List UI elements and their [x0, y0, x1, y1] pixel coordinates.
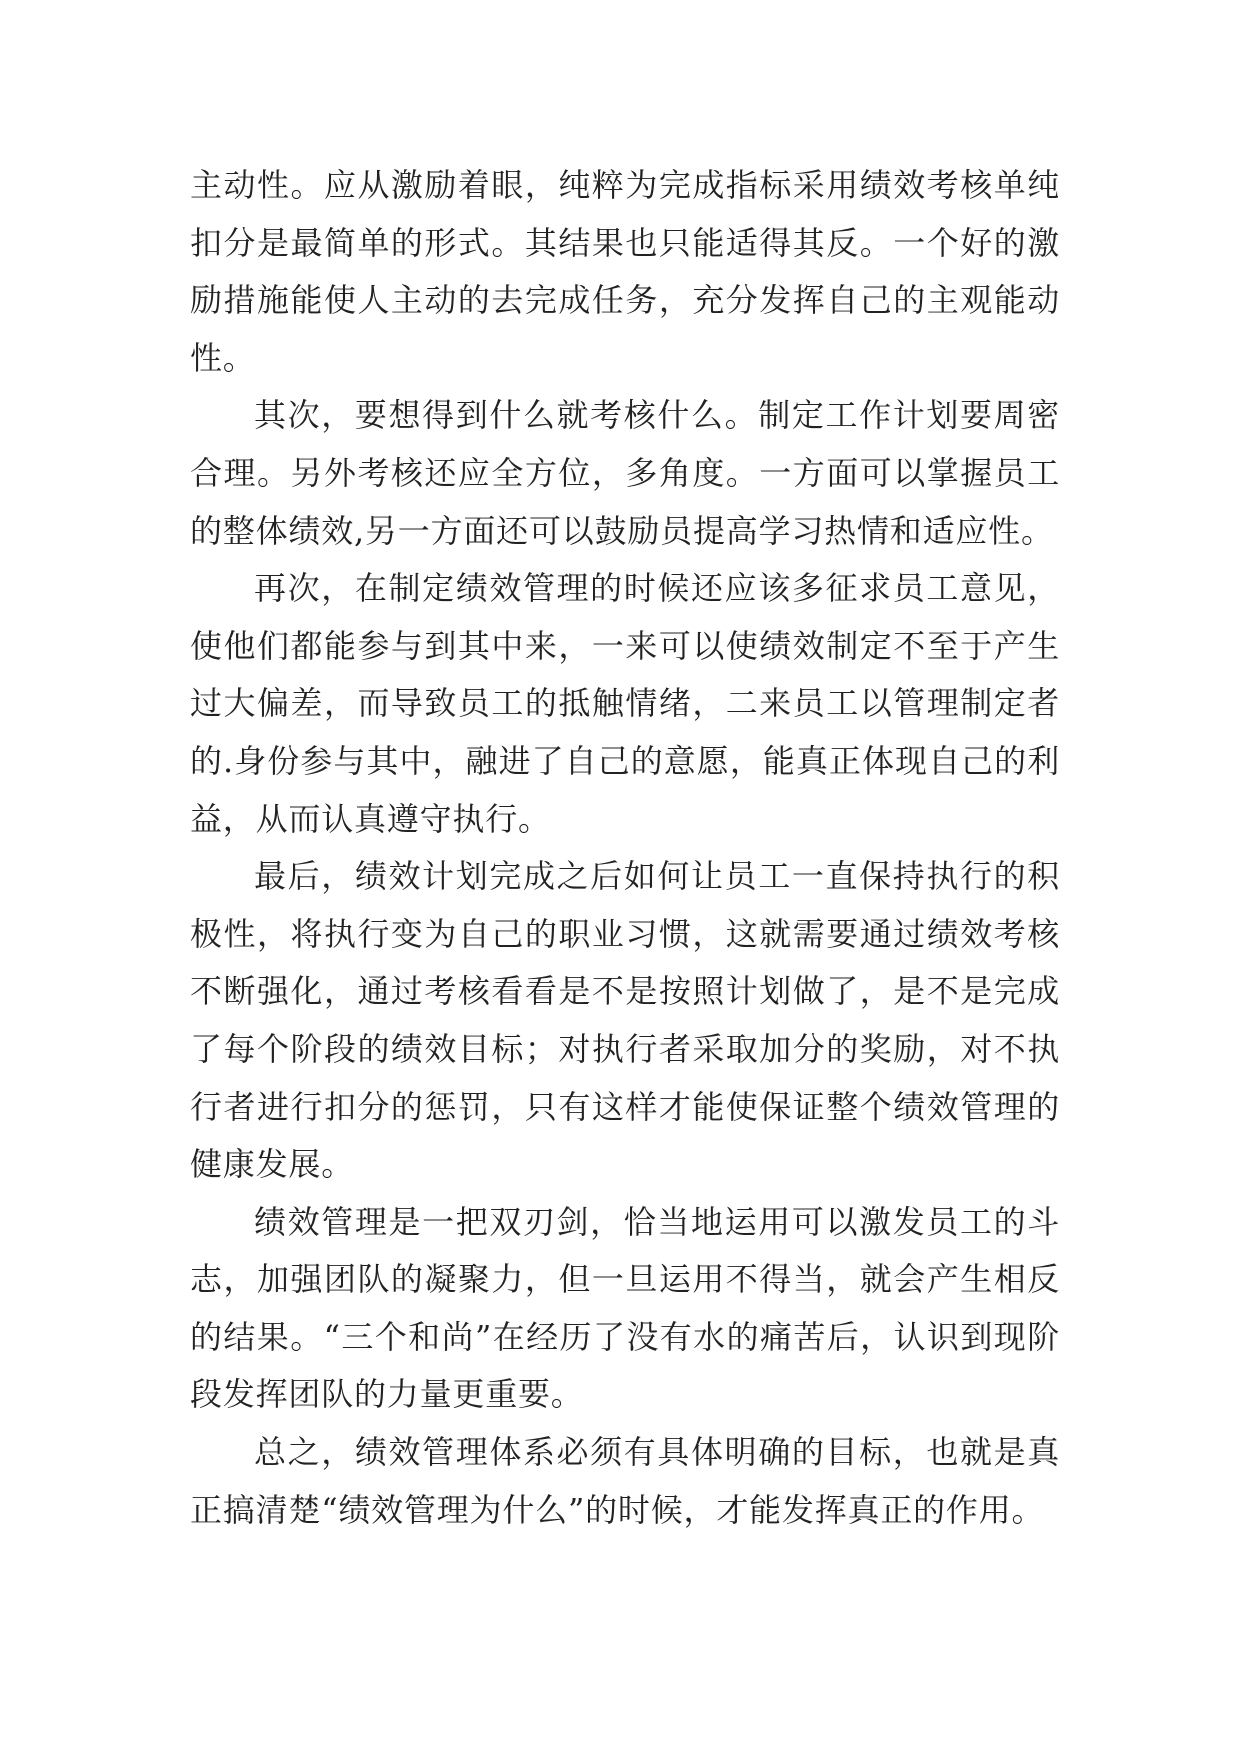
paragraph-2: 其次，要想得到什么就考核什么。制定工作计划要周密合理。另外考核还应全方位，多角度。一方面可以掌握员工的整体绩效,另一方面还可以鼓励员提高学习热情和适应性。	[190, 396, 1060, 550]
paragraph-1: 主动性。应从激励着眼，纯粹为完成指标采用绩效考核单纯扣分是最简单的形式。其结果也只能适得其反。一个好的激励措施能使人主动的去完成任务，充分发挥自己的主观能动性。	[190, 166, 1060, 377]
paragraph-5: 绩效管理是一把双刃剑，恰当地运用可以激发员工的斗志，加强团队的凝聚力，但一旦运用不得当，就会产生相反的结果。“三个和尚”在经历了没有水的痛苦后，认识到现阶段发挥团队的力量更重要。	[190, 1202, 1060, 1414]
document-body	[190, 157, 1060, 1539]
paragraph-4: 最后，绩效计划完成之后如何让员工一直保持执行的积极性，将执行变为自己的职业习惯，这就需要通过绩效考核不断强化，通过考核看看是不是按照计划做了，是不是完成了每个阶段的绩效目标；对执行者采取加分的奖励，对不执行者进行扣分的惩罚，只有这样才能使保证整个绩效管理的健康发展。	[190, 857, 1060, 1184]
paragraph-6: 总之，绩效管理体系必须有具体明确的目标，也就是真正搞清楚“绩效管理为什么”的时候，才能发挥真正的作用。	[190, 1433, 1060, 1529]
paragraph-3: 再次，在制定绩效管理的时候还应该多征求员工意见，使他们都能参与到其中来，一来可以使绩效制定不至于产生过大偏差，而导致员工的抵触情绪，二来员工以管理制定者的.身份参与其中，融进了自己的意愿，能真正体现自己的利益，从而认真遵守执行。	[190, 569, 1060, 838]
